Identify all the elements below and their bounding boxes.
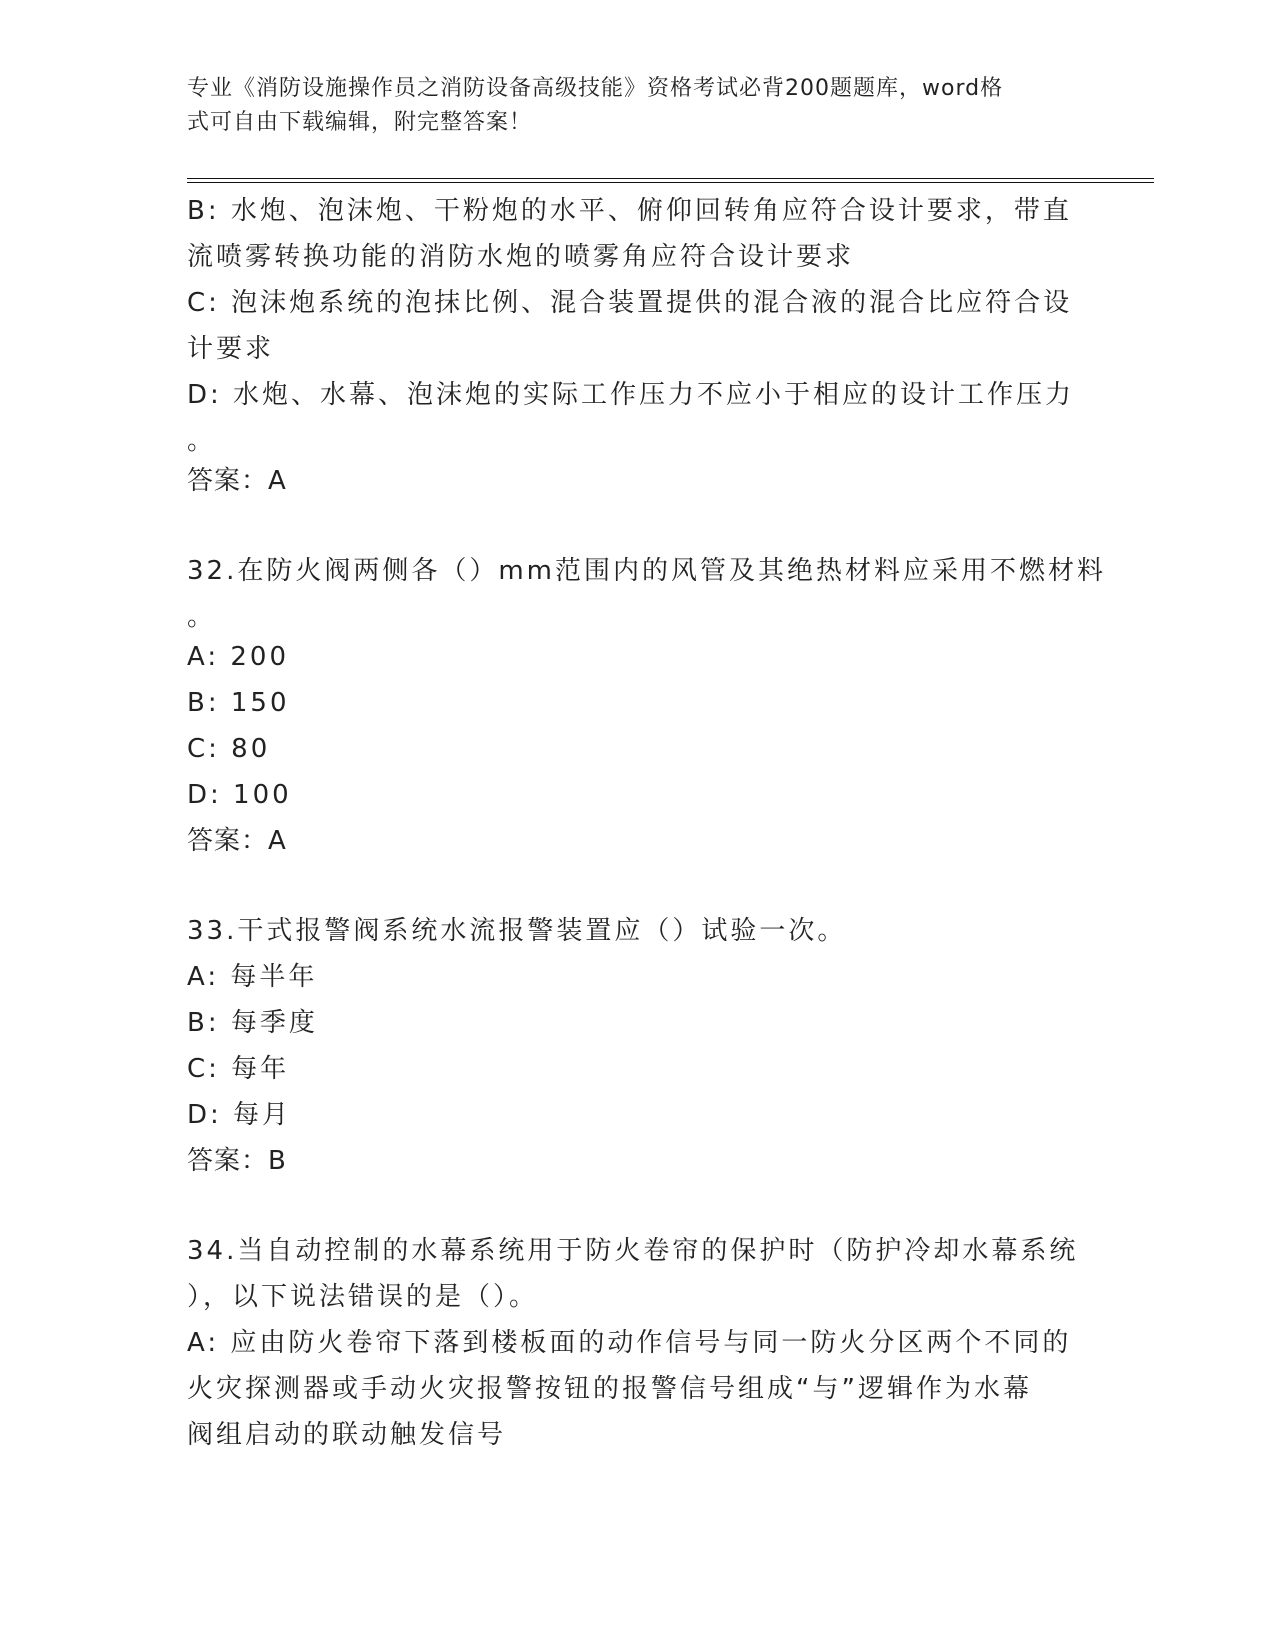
q34-stem-line-2: ），以下说法错误的是（）。 [187, 1282, 539, 1312]
question-31-options [187, 188, 1087, 504]
question-33 [187, 908, 1087, 1184]
spacer [187, 504, 1087, 548]
question-34 [187, 1228, 1087, 1458]
q32-answer: 答案：A [187, 826, 287, 856]
q33-option-b: B: 每季度 [187, 1008, 318, 1038]
q33-answer: 答案：B [187, 1146, 287, 1176]
q33-option-a: A: 每半年 [187, 962, 318, 992]
q32-option-b: B: 150 [187, 688, 290, 718]
header-divider-bottom [187, 182, 1154, 183]
q34-option-a-line-3: 阀组启动的联动触发信号 [187, 1420, 507, 1450]
document-header [187, 72, 1067, 140]
q31-option-b-line-2: 流喷雾转换功能的消防水炮的喷雾角应符合设计要求 [187, 242, 855, 272]
question-32 [187, 548, 1107, 864]
q32-option-c: C: 80 [187, 734, 271, 764]
header-divider-top [187, 178, 1154, 179]
header-line-2: 式可自由下载编辑，附完整答案！ [187, 110, 533, 135]
q34-option-a-line-1: A: 应由防火卷帘下落到楼板面的动作信号与同一防火分区两个不同的 [187, 1328, 1072, 1358]
q31-option-b-line-1: B: 水炮、泡沫炮、干粉炮的水平、俯仰回转角应符合设计要求，带直 [187, 196, 1072, 226]
question-content [187, 188, 1107, 1458]
q31-option-c-line-2: 计要求 [187, 334, 275, 364]
q31-option-d-line-2: 。 [187, 426, 217, 456]
q32-stem-line-1: 32.在防火阀两侧各（）mm范围内的风管及其绝热材料应采用不燃材料 [187, 556, 1107, 586]
spacer [187, 864, 1087, 908]
q31-option-d-line-1: D: 水炮、水幕、泡沫炮的实际工作压力不应小于相应的设计工作压力 [187, 380, 1075, 410]
header-line-1: 专业《消防设施操作员之消防设备高级技能》资格考试必背200题题库，word格 [187, 76, 1004, 101]
q31-option-c-line-1: C: 泡沫炮系统的泡抹比例、混合装置提供的混合液的混合比应符合设 [187, 288, 1073, 318]
q33-option-d: D: 每月 [187, 1100, 292, 1130]
q31-answer: 答案：A [187, 466, 287, 496]
q33-stem: 33.干式报警阀系统水流报警装置应（）试验一次。 [187, 916, 847, 946]
q34-option-a-line-2: 火灾探测器或手动火灾报警按钮的报警信号组成“与”逻辑作为水幕 [187, 1374, 1032, 1404]
q32-stem-line-2: 。 [187, 602, 217, 632]
q32-option-d: D: 100 [187, 780, 292, 810]
q33-option-c: C: 每年 [187, 1054, 290, 1084]
q32-option-a: A: 200 [187, 642, 289, 672]
spacer [187, 1184, 1087, 1228]
q34-stem-line-1: 34.当自动控制的水幕系统用于防火卷帘的保护时（防护冷却水幕系统 [187, 1236, 1079, 1266]
